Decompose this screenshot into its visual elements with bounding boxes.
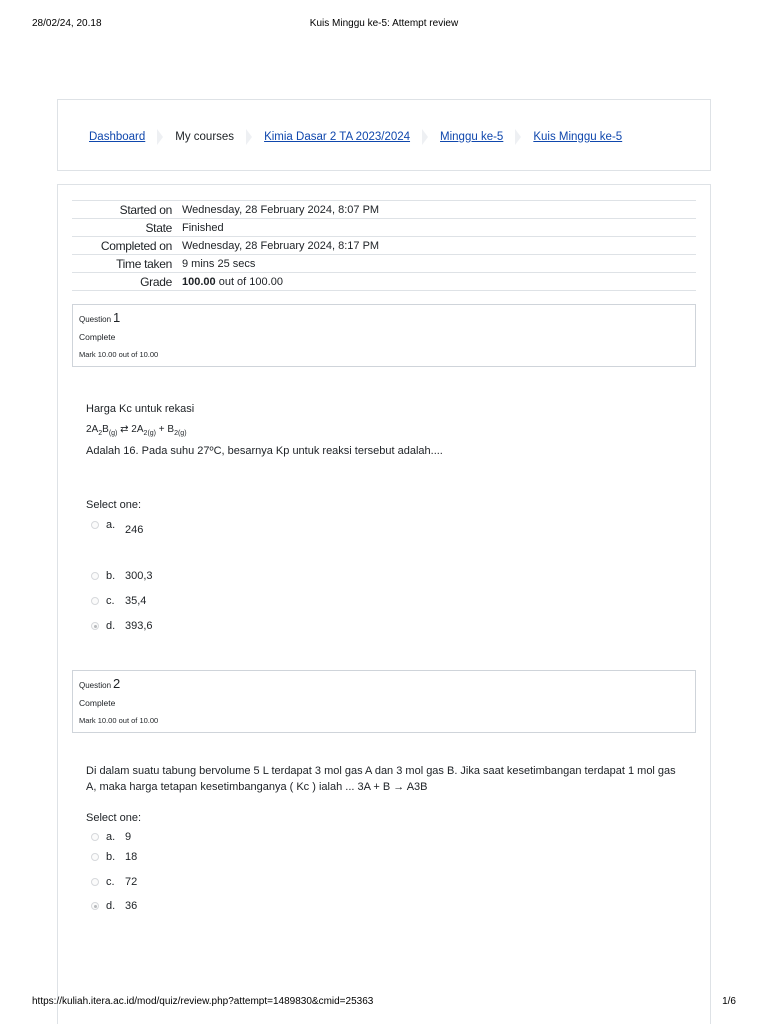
summary-row <box>72 273 696 291</box>
answer-option-selected[interactable] <box>91 619 153 633</box>
breadcrumb-separator <box>246 129 252 145</box>
summary-label: Time taken <box>72 255 182 273</box>
summary-row <box>72 219 696 237</box>
option-value: 36 <box>125 900 138 912</box>
option-letter: b. <box>106 570 116 582</box>
answer-option[interactable] <box>91 850 137 864</box>
question-label: Question <box>79 681 112 690</box>
summary-value: Finished <box>182 219 696 237</box>
question-info <box>72 304 696 367</box>
summary-label: Completed on <box>72 237 182 255</box>
select-prompt: Select one: <box>86 499 142 511</box>
option-letter: c. <box>106 876 115 888</box>
option-value: 35,4 <box>125 595 147 607</box>
question-text: Di dalam suatu tabung bervolume 5 L terdapat 3 mol gas A dan 3 mol gas B. Jika saat kesetimbangan terdapat 1 mol gas A, maka harga tetapan kesetimbanganya ( Kc ) ialah ... 3A + B → A3B <box>86 765 676 793</box>
option-value: 9 <box>125 831 132 843</box>
question-label: Question <box>79 315 112 324</box>
summary-row <box>72 237 696 255</box>
answer-option[interactable] <box>91 518 144 536</box>
option-letter: a. <box>106 831 116 843</box>
question-number <box>79 310 120 325</box>
option-letter: a. <box>106 519 116 531</box>
breadcrumb-separator <box>157 129 163 145</box>
summary-value: 9 mins 25 secs <box>182 255 696 273</box>
radio-button-checked[interactable] <box>91 902 99 910</box>
breadcrumb-separator <box>515 129 521 145</box>
breadcrumb-separator <box>422 129 428 145</box>
print-url: https://kuliah.itera.ac.id/mod/quiz/review.php?attempt=1489830&cmid=25363 <box>32 996 374 1007</box>
radio-button[interactable] <box>91 878 99 886</box>
summary-value <box>182 273 696 291</box>
question-mark: Mark 10.00 out of 10.00 <box>79 350 159 359</box>
breadcrumb-my-courses: My courses <box>175 131 235 143</box>
option-value: 393,6 <box>125 620 153 632</box>
breadcrumb-dashboard[interactable]: Dashboard <box>89 131 146 143</box>
breadcrumb <box>89 129 622 145</box>
radio-button[interactable] <box>91 572 99 580</box>
question-text: Adalah 16. Pada suhu 27ºC, besarnya Kp untuk reaksi tersebut adalah.... <box>86 445 443 457</box>
answer-option[interactable] <box>91 594 146 608</box>
summary-label: State <box>72 219 182 237</box>
radio-button[interactable] <box>91 521 99 529</box>
answer-option-selected[interactable] <box>91 899 137 913</box>
question-mark: Mark 10.00 out of 10.00 <box>79 716 159 725</box>
answer-option[interactable] <box>91 875 137 889</box>
question-number <box>79 676 120 691</box>
option-letter: b. <box>106 851 116 863</box>
summary-row <box>72 255 696 273</box>
summary-label: Grade <box>72 273 182 291</box>
reaction-formula: $2A_2B_{(g)}$ ⇄ $2A_{2(g)} + B_{2(g)}$ <box>86 424 187 437</box>
answer-option[interactable] <box>91 830 131 844</box>
print-page-number: 1/6 <box>722 996 736 1007</box>
option-letter: c. <box>106 595 115 607</box>
question-number-value: 2 <box>113 676 121 691</box>
radio-button[interactable] <box>91 853 99 861</box>
radio-button[interactable] <box>91 833 99 841</box>
option-value: 246 <box>125 524 144 536</box>
question-info <box>72 670 696 733</box>
option-value: 300,3 <box>125 570 153 582</box>
answer-option[interactable] <box>91 569 153 583</box>
print-datetime: 28/02/24, 20.18 <box>32 18 102 29</box>
option-value: 18 <box>125 851 138 863</box>
select-prompt: Select one: <box>86 812 142 824</box>
option-value: 72 <box>125 876 138 888</box>
question-number-value: 1 <box>113 310 121 325</box>
radio-button[interactable] <box>91 597 99 605</box>
option-letter: d. <box>106 620 116 632</box>
question-state: Complete <box>79 332 116 342</box>
question-text: Harga Kc untuk rekasi <box>86 403 195 415</box>
attempt-summary-table <box>72 200 696 291</box>
question-state: Complete <box>79 698 116 708</box>
breadcrumb-container <box>57 99 711 171</box>
breadcrumb-course[interactable]: Kimia Dasar 2 TA 2023/2024 <box>264 131 411 143</box>
breadcrumb-quiz[interactable]: Kuis Minggu ke-5 <box>533 131 623 143</box>
summary-label: Started on <box>72 201 182 219</box>
print-header <box>32 18 736 32</box>
option-letter: d. <box>106 900 116 912</box>
grade-value: 100.00 <box>182 275 216 288</box>
summary-value: Wednesday, 28 February 2024, 8:17 PM <box>182 237 696 255</box>
grade-total: out of 100.00 <box>215 275 283 288</box>
print-footer <box>32 996 736 1010</box>
summary-value: Wednesday, 28 February 2024, 8:07 PM <box>182 201 696 219</box>
print-title: Kuis Minggu ke-5: Attempt review <box>309 18 459 29</box>
radio-button-checked[interactable] <box>91 622 99 630</box>
breadcrumb-section[interactable]: Minggu ke-5 <box>440 131 504 143</box>
summary-row <box>72 201 696 219</box>
